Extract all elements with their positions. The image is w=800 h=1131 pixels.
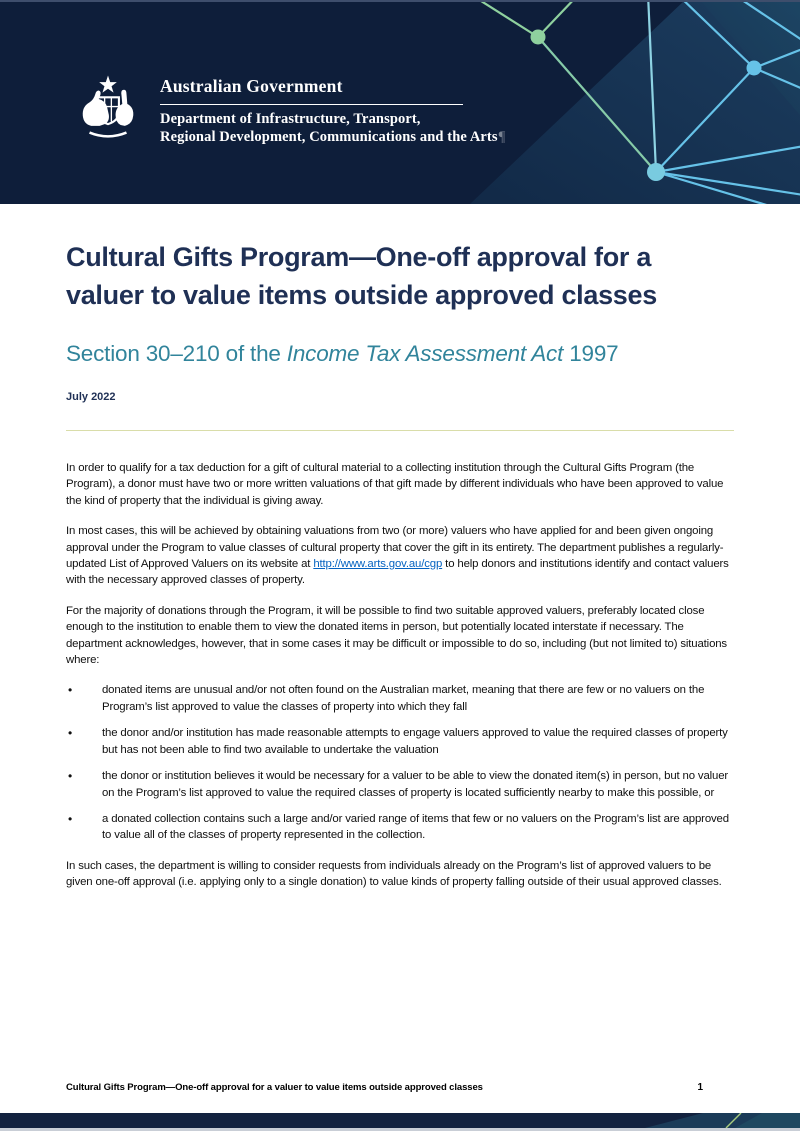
- subtitle: [66, 341, 734, 367]
- subtitle-suffix: 1997: [563, 341, 619, 366]
- paragraph-majority-donations: For the majority of donations through the Program, it will be possible to find two suitable approved valuers, preferably located close enough to the institution to enable them to view the donated items in person, but potentially located interstate if necessary. The department acknowledges, however, that in some cases it may be difficult or impossible to do so, including (but not limited to) situations where:: [66, 604, 727, 667]
- window-top-edge: [0, 0, 800, 2]
- page-title: Cultural Gifts Program—One-off approval for a valuer to value items outside approved classes: [66, 242, 657, 310]
- document-body: [0, 204, 800, 891]
- network-node-blue: [747, 61, 762, 76]
- paragraph-2-text-before-link: In most cases, this will be achieved by obtaining valuations from two (or more) valuers who have applied for and been given ongoing approval under the Program to value classes of cultural property that cover the gift in its entirety. The department publishes a regularly-updated List of Approved Valuers on its website at: [66, 525, 724, 571]
- page-footer: [66, 1082, 703, 1093]
- section-divider-rule: [66, 430, 734, 431]
- bullet-view-in-person: • the donor or institution believes it would be necessary for a valuer to be able to view the donated item(s) in person, but no valuer on the Program’s list approved to value the required classes of property is located sufficiently nearby to make this possible, or: [66, 768, 734, 801]
- network-node-green: [531, 30, 546, 45]
- footer-document-title: Cultural Gifts Program—One-off approval for a valuer to value items outside approved classes: [66, 1082, 483, 1093]
- bullet-reasonable-attempts: • the donor and/or institution has made reasonable attempts to engage valuers approved to value the required classes of property but has not been able to find two available to undertake the valuation: [66, 725, 734, 758]
- footer-page-number: 1: [697, 1082, 703, 1093]
- government-name: Australian Government: [160, 76, 343, 96]
- subtitle-prefix: Section 30–210 of the: [66, 341, 287, 366]
- publication-date: July 2022: [66, 391, 116, 403]
- header-banner: [0, 0, 800, 204]
- department-name: [160, 111, 505, 146]
- network-node-cyan: [647, 163, 665, 181]
- crest-divider-line: [160, 104, 463, 105]
- paragraph-2-text-after-link: to help donors and institutions identify and contact valuers with the necessary approved classes of property.: [66, 558, 729, 587]
- pilcrow-mark: ¶: [498, 128, 506, 145]
- arts-website-link[interactable]: http://www.arts.gov.au/cgp: [313, 558, 443, 571]
- situation-bullet-list: [66, 682, 734, 843]
- bullet-large-collection: • a donated collection contains such a large and/or varied range of items that few or no valuers on the Program’s list are approved to value all of the classes of property represented in the collection.: [66, 811, 734, 844]
- coat-of-arms-icon: [66, 60, 150, 148]
- subtitle-act-name: Income Tax Assessment Act: [286, 341, 564, 366]
- bullet-unusual-items: • donated items are unusual and/or not often found on the Australian market, meaning that there are few or no valuers on the Program’s list approved to value the classes of property into which they fall: [66, 682, 734, 715]
- department-line-1: Department of Infrastructure, Transport,: [160, 111, 421, 127]
- department-line-2: Regional Development, Communications and the Arts: [160, 128, 498, 145]
- paragraph-approved-valuers: [66, 523, 734, 589]
- government-crest-lockup: [66, 60, 505, 148]
- paragraph-intro: In order to qualify for a tax deduction for a gift of cultural material to a collecting institution through the Cultural Gifts Program (the Program), a donor must have two or more written valuations of that gift made by different individuals who have been approved to value the kind of property that the individual is giving away.: [66, 462, 724, 507]
- footer-brand-band: [0, 1113, 800, 1128]
- paragraph-closing: In such cases, the department is willing to consider requests from individuals already on the Program’s list of approved valuers to be given one-off approval (i.e. applying only to a single donation) to value kinds of property falling outside of their usual approved classes.: [66, 859, 722, 889]
